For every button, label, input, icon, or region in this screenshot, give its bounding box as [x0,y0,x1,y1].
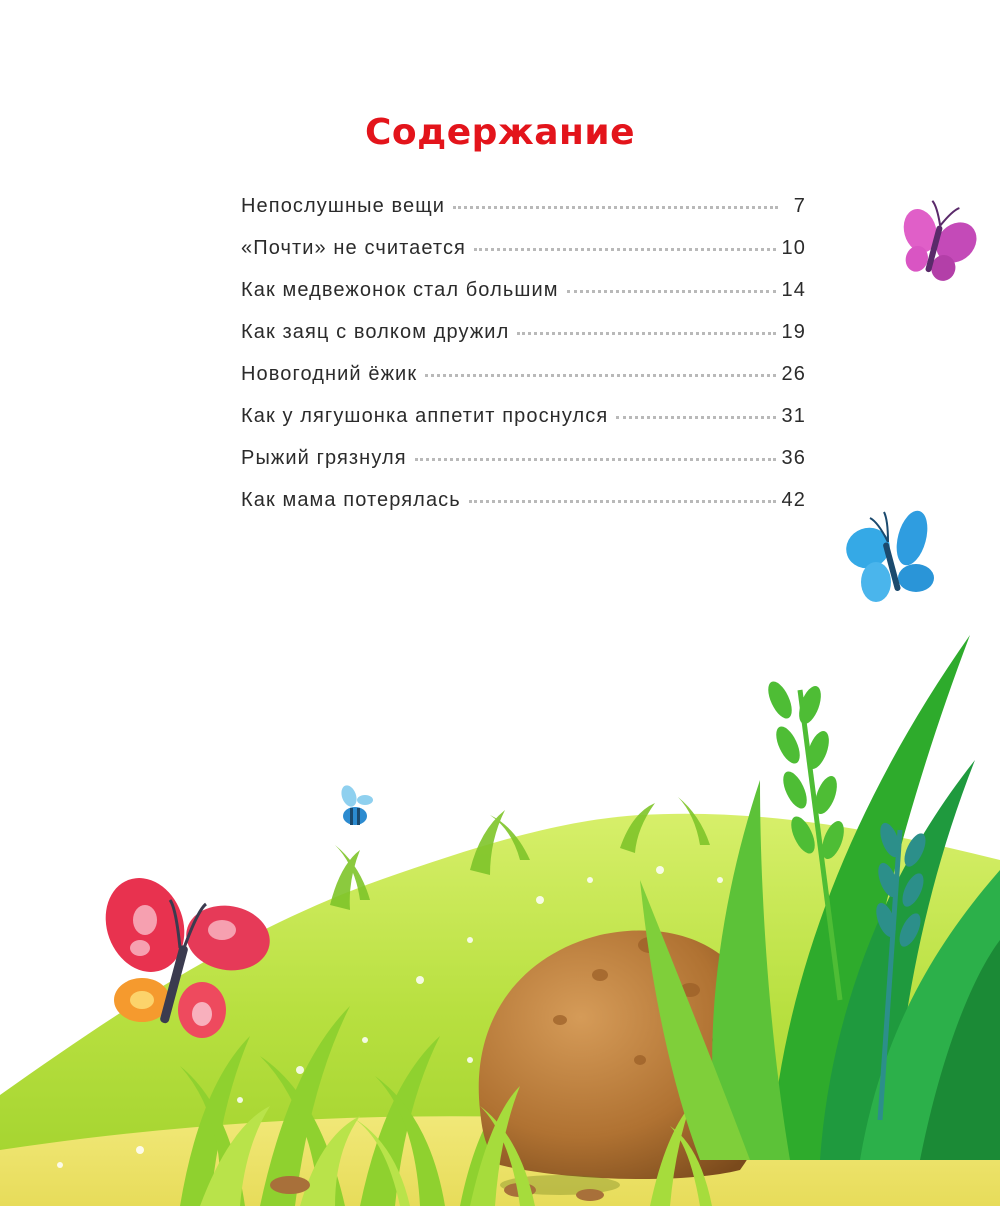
table-of-contents [241,195,806,531]
toc-entry-title: Непослушные вещи [241,195,446,217]
toc-leader-dots [469,499,776,503]
toc-page-number: 36 [781,447,806,469]
toc-entry[interactable] [241,405,806,447]
toc-entry[interactable] [241,195,806,237]
toc-leader-dots [415,457,776,461]
toc-entry[interactable] [241,279,806,321]
toc-page-number: 26 [781,363,806,385]
toc-entry-title: Новогодний ёжик [241,363,418,385]
toc-entry-title: Как заяц с волком дружил [241,321,510,343]
toc-leader-dots [616,415,775,419]
toc-entry-title: Как мама потерялась [241,489,461,511]
toc-entry[interactable] [241,447,806,489]
toc-page-number: 19 [781,321,806,343]
toc-leader-dots [453,205,778,209]
toc-leader-dots [474,247,776,251]
toc-entry[interactable] [241,363,806,405]
toc-page-number: 31 [781,405,806,427]
purple-butterfly [885,193,991,289]
bee [339,783,373,825]
toc-leader-dots [517,331,775,335]
toc-entry-title: Как у лягушонка аппетит проснулся [241,405,609,427]
toc-entry[interactable] [241,321,806,363]
toc-leader-dots [567,289,776,293]
blue-butterfly [840,507,934,602]
toc-page-number: 10 [781,237,806,259]
toc-entry-title: Как медвежонок стал большим [241,279,559,301]
toc-entry-title: Рыжий грязнуля [241,447,407,469]
toc-page-number: 7 [793,195,806,217]
toc-page-number: 14 [781,279,806,301]
page-title: Содержание [364,112,636,153]
toc-page-number: 42 [781,489,806,511]
toc-entry-title: «Почти» не считается [241,237,466,259]
toc-entry[interactable] [241,489,806,531]
toc-entry[interactable] [241,237,806,279]
toc-leader-dots [425,373,775,377]
